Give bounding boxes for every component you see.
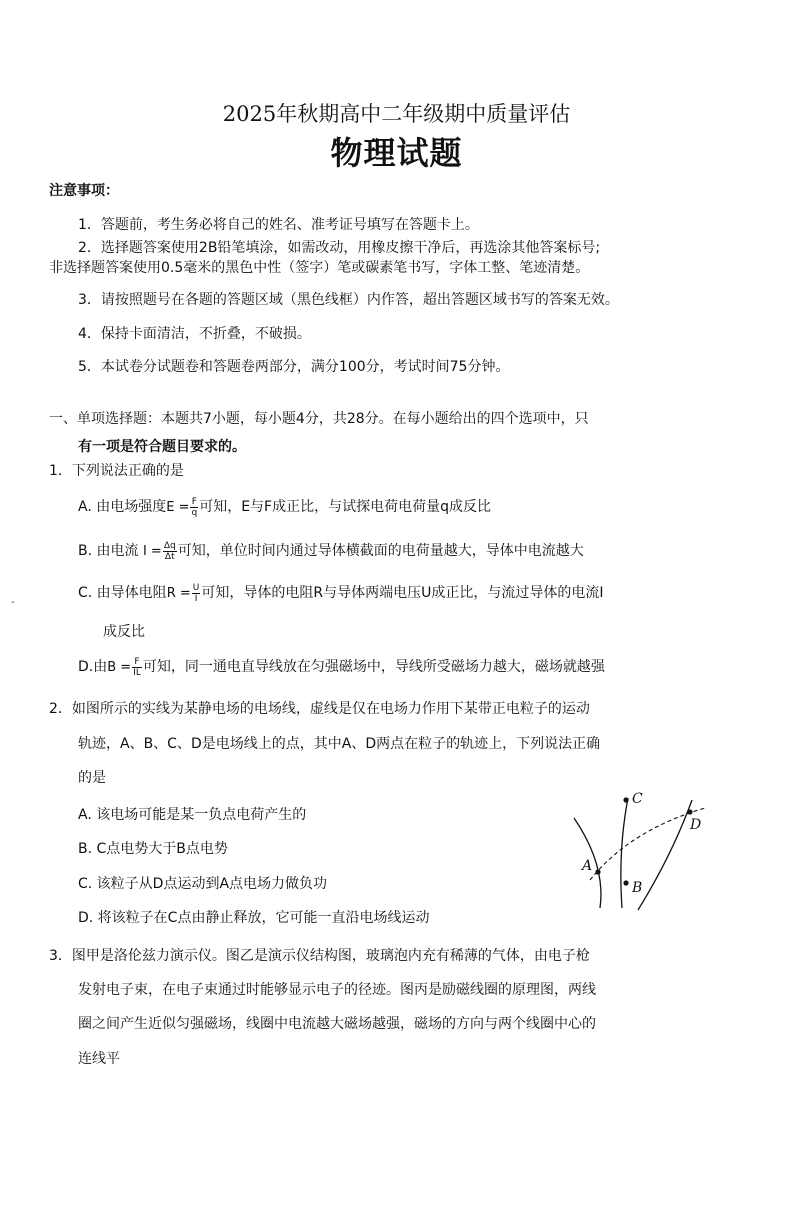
- q1-a-text: 可知，E与F成正比，与试探电荷电荷量q成反比: [199, 499, 491, 515]
- notice-item-3: 3．请按照题号在各题的答题区域（黑色线框）内作答，超出答题区域书写的答案无效。: [78, 292, 619, 308]
- notice-item-2-cont: 非选择题答案使用0.5毫米的黑色中性（签字）笔或碳素笔书写，字体工整、笔迹清楚。: [49, 260, 590, 276]
- q1-d-text: 可知，同一通电直导线放在匀强磁场中，导线所受磁场力越大，磁场就越强: [142, 659, 605, 675]
- point-c-dot: [623, 797, 628, 802]
- notice-item-2: 2．选择题答案使用2B铅笔填涂，如需改动，用橡皮擦干净后，再选涂其他答案标号;: [78, 240, 601, 256]
- q2-field-line-figure: [560, 780, 730, 920]
- particle-trajectory: [590, 808, 705, 880]
- point-d-dot: [687, 809, 692, 814]
- q1-a-symbol: E =: [166, 500, 190, 515]
- q3-stem-2: 发射电子束，在电子束通过时能够显示电子的径迹。图丙是励磁线圈的原理图，两线: [78, 982, 596, 998]
- q1-c-prefix: C. 由导体电阻: [78, 585, 167, 601]
- point-a-label: A: [582, 858, 593, 874]
- field-line-middle: [621, 798, 628, 908]
- point-d-label: D: [690, 817, 702, 833]
- q1-c-fraction: [192, 583, 201, 604]
- section-1-heading: 一、单项选择题：本题共7小题，每小题4分，共28分。在每小题给出的四个选项中，只: [49, 411, 589, 427]
- q1-b-prefix: B. 由电流: [78, 543, 139, 559]
- q2-stem-2: 轨迹，A、B、C、D是电场线上的点，其中A、D两点在粒子的轨迹上，下列说法正确: [78, 736, 601, 752]
- q3-stem-3: 圈之间产生近似匀强磁场，线圈中电流越大磁场越强，磁场的方向与两个线圈中心的: [78, 1016, 596, 1032]
- q2-option-b: B. C点电势大于B点电势: [78, 841, 228, 857]
- point-b-dot: [623, 880, 628, 885]
- q1-b-fraction: [163, 541, 177, 562]
- q1-a-denominator: q: [191, 507, 198, 518]
- q1-c-text: 可知，导体的电阻R与导体两端电压U成正比，与流过导体的电流I: [201, 585, 604, 601]
- q1-b-denominator: Δt: [164, 551, 175, 562]
- q1-d-symbol: B =: [107, 660, 132, 675]
- q3-stem-4: 连线平: [78, 1051, 120, 1067]
- q2-option-a: A. 该电场可能是某一负点电荷产生的: [78, 807, 307, 823]
- notice-item-5: 5．本试卷分试题卷和答题卷两部分，满分100分，考试时间75分钟。: [78, 359, 510, 375]
- q2-stem-1: 2．如图所示的实线为某静电场的电场线，虚线是仅在电场力作用下某带正电粒子的运动: [49, 701, 590, 717]
- q1-b-symbol: I =: [142, 544, 162, 559]
- q1-b-numerator: Δq: [163, 540, 176, 551]
- q2-stem-3: 的是: [78, 770, 106, 786]
- q1-a-prefix: A. 由电场强度: [78, 499, 167, 515]
- q1-option-c-cont: 成反比: [103, 624, 145, 640]
- q1-d-prefix: D.由: [78, 659, 108, 675]
- q1-option-b: [78, 540, 584, 562]
- exam-title: 2025年秋期高中二年级期中质量评估: [222, 102, 571, 126]
- q2-option-c: C. 该粒子从D点运动到A点电场力做负功: [78, 876, 328, 892]
- q1-option-c: [78, 582, 603, 604]
- q1-d-numerator: F: [132, 657, 142, 668]
- notice-item-4: 4．保持卡面清洁，不折叠，不破损。: [78, 326, 311, 342]
- field-line-right: [638, 800, 692, 910]
- q1-option-a: [78, 496, 491, 518]
- notice-item-1: 1．答题前，考生务必将自己的姓名、准考证号填写在答题卡上。: [78, 217, 479, 233]
- q1-d-denominator: IL: [133, 667, 141, 678]
- q1-b-text: 可知，单位时间内通过导体横截面的电荷量越大，导体中电流越大: [177, 543, 584, 559]
- q1-c-symbol: R =: [166, 586, 191, 601]
- margin-mark: -: [11, 597, 15, 608]
- point-a-dot: [595, 869, 600, 874]
- q2-option-d: D. 将该粒子在C点由静止释放，它可能一直沿电场线运动: [78, 910, 430, 926]
- q1-stem: 1．下列说法正确的是: [49, 463, 184, 479]
- point-b-label: B: [632, 880, 643, 896]
- point-c-label: C: [632, 791, 643, 807]
- subject-title: 物理试题: [330, 134, 463, 172]
- q1-d-fraction: [132, 657, 142, 678]
- q1-option-d: [78, 656, 605, 678]
- q3-stem-1: 3．图甲是洛伦兹力演示仪。图乙是演示仪结构图，玻璃泡内充有稀薄的气体，由电子枪: [49, 948, 590, 964]
- section-1-heading-cont: 有一项是符合题目要求的。: [78, 439, 246, 455]
- q1-a-numerator: F: [191, 496, 197, 507]
- q1-c-denominator: I: [194, 593, 198, 604]
- q1-a-fraction: [190, 497, 198, 518]
- notice-heading: 注意事项：: [49, 183, 119, 199]
- q1-c-numerator: U: [192, 582, 200, 593]
